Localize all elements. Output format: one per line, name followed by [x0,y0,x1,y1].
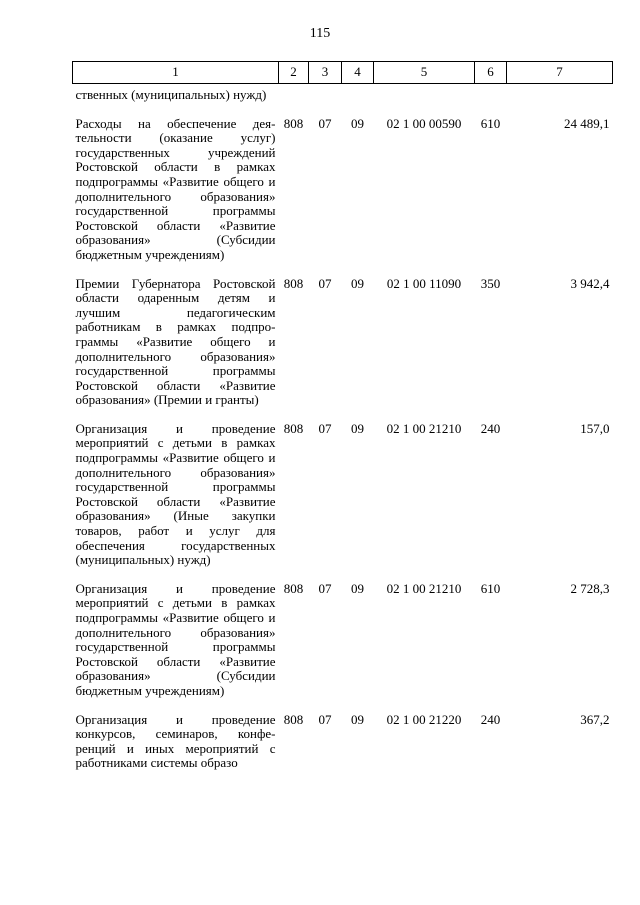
column-header-4: 4 [342,62,374,84]
table-row [73,582,613,699]
row-expense-type-code [475,84,507,103]
row-description: Организация и проведение конкурсов, семинаров, конференций и иных мероприятий с работниками системы образо [75,711,276,771]
table-row [73,422,613,568]
page-number: 115 [309,26,331,41]
column-header-6: 6 [475,62,507,84]
row-subsection-code: 09 [351,275,364,291]
row-target-code: 02 1 00 21210 [386,420,462,436]
column-header-3: 3 [309,62,342,84]
row-target-code: 02 1 00 11090 [386,275,462,291]
row-subsection-code: 09 [351,115,364,131]
row-expense-type-code: 610 [480,580,501,596]
table-row [73,84,613,103]
table-row [73,277,613,408]
row-ministry-code: 808 [283,420,304,436]
column-header-5: 5 [374,62,475,84]
row-amount: 157,0 [580,420,610,436]
row-section-code: 07 [318,275,332,291]
row-description: Премии Губернатора Ростовской области одаренным детям и лучшим педагогическим работникам в рамках подпрограммы «Развитие общего и дополнительного образования» государственной программы Ростовской области «Развитие образования» (Премии и гранты) [75,275,276,408]
column-header-7: 7 [507,62,613,84]
row-subsection-code [342,84,374,103]
budget-table [72,61,613,771]
row-description: Организация и проведение мероприятий с детьми в рамках подпрограммы «Развитие общего и дополнительного образования» государственной программы Ростовской области «Развитие образования» (Иные закупки товаров, работ и услуг для обеспечения государственных (муниципальных) нужд) [75,420,276,568]
row-ministry-code: 808 [283,115,304,131]
row-target-code [374,84,475,103]
table-header-row [73,62,613,84]
row-description: ственных (муниципальных) нужд) [75,87,267,102]
row-section-code: 07 [318,580,332,596]
row-target-code: 02 1 00 21210 [386,580,462,596]
row-subsection-code: 09 [351,711,364,727]
row-amount: 367,2 [580,711,610,727]
row-amount: 2 728,3 [570,580,610,596]
row-section-code [309,84,342,103]
column-header-1: 1 [73,62,279,84]
row-amount: 3 942,4 [570,275,610,291]
row-description: Расходы на обеспечение деятельности (оказание услуг) государственных учреждений Ростовской области в рамках подпрограммы «Развитие общего и дополнительного образования» государственной программы Ростовской области «Развитие образования» (Субсидии бюджетным учреждениям) [75,115,276,262]
row-target-code: 02 1 00 00590 [386,115,462,131]
row-subsection-code: 09 [351,580,364,596]
row-expense-type-code: 350 [480,275,501,291]
row-amount: 24 489,1 [564,115,610,131]
row-section-code: 07 [318,420,332,436]
row-section-code: 07 [318,711,332,727]
row-expense-type-code: 240 [480,420,501,436]
row-section-code: 07 [318,115,332,131]
table-row [73,117,613,263]
row-description: Организация и проведение мероприятий с детьми в рамках подпрограммы «Развитие общего и дополнительного образования» государственной программы Ростовской области «Развитие образования» (Субсидии бюджетным учреждениям) [75,580,276,698]
row-target-code: 02 1 00 21220 [386,711,462,727]
row-expense-type-code: 610 [480,115,501,131]
row-ministry-code [279,84,309,103]
row-ministry-code: 808 [283,275,304,291]
row-subsection-code: 09 [351,420,364,436]
row-amount [507,84,613,103]
row-ministry-code: 808 [283,711,304,727]
table-row [73,713,613,771]
column-header-2: 2 [279,62,309,84]
row-ministry-code: 808 [283,580,304,596]
row-expense-type-code: 240 [480,711,501,727]
